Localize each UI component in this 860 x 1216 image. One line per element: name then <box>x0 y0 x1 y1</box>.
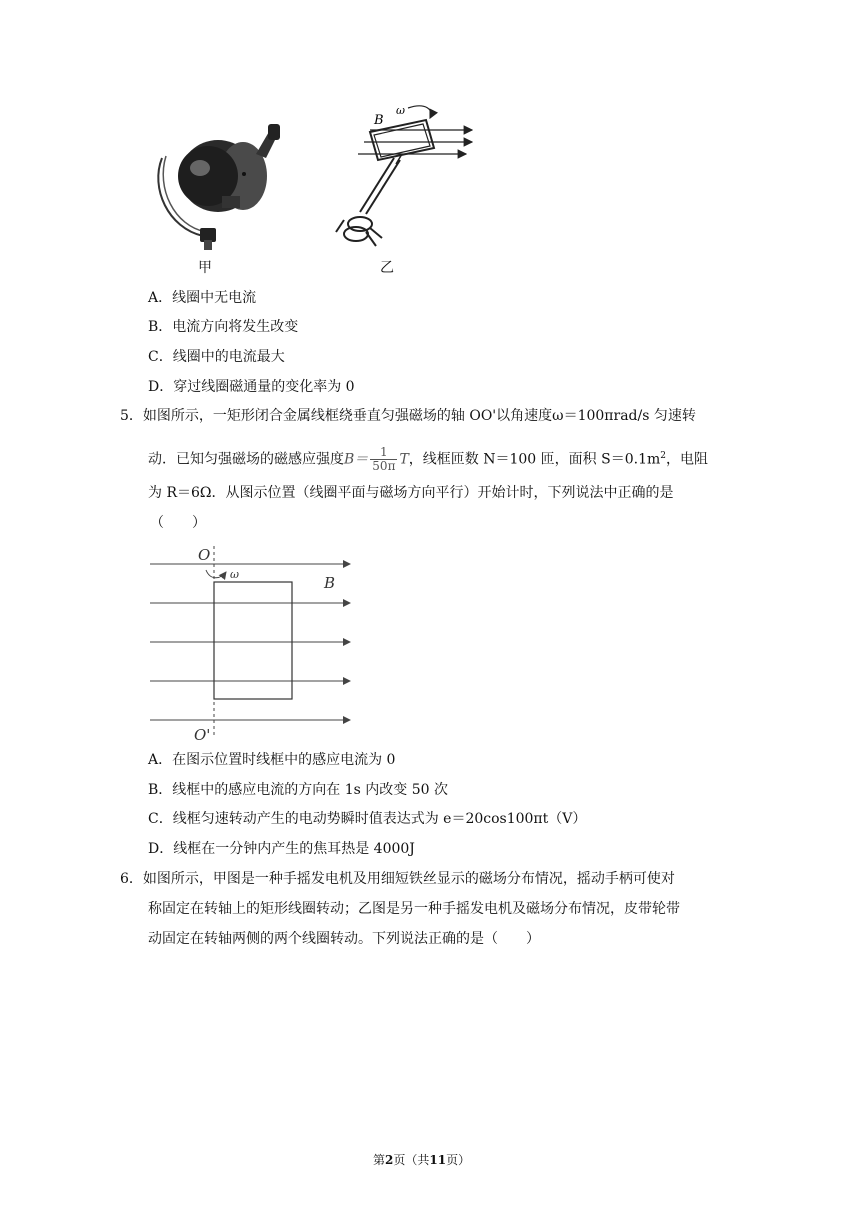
figure-jia-caption: 甲 <box>198 260 212 276</box>
q5-figure-rotating-frame <box>146 542 356 742</box>
q6-stem-line-3: 动固定在转轴两侧的两个线圈转动。下列说法正确的是（ ） <box>148 931 540 947</box>
q5-stem-line-2-b: ，线框匝数 N＝100 匝，面积 S＝0.1m <box>408 451 661 468</box>
footer-mid: 页（共 <box>393 1153 430 1167</box>
omega-label: ω <box>230 568 239 581</box>
q4-option-a: A．线圈中无电流 <box>148 290 257 306</box>
figure-yi-caption: 乙 <box>380 260 394 276</box>
q5-stem-line-2-c: ，电阻 <box>665 451 708 468</box>
figure-yi-b-label: B <box>374 113 384 128</box>
footer-total-pages: 11 <box>429 1153 447 1167</box>
page-footer <box>373 1150 470 1170</box>
t-unit: T <box>399 451 409 468</box>
q4-option-b: B．电流方向将发生改变 <box>148 319 299 335</box>
q5-stem-line-4: （ ） <box>150 515 206 531</box>
axis-o-label: O <box>198 546 211 564</box>
field-b-label: B <box>324 574 336 592</box>
b-symbol: B＝ <box>344 451 369 468</box>
q4-option-c: C．线圈中的电流最大 <box>148 349 285 365</box>
b-fraction <box>370 446 397 473</box>
b-fraction-numerator: 1 <box>370 446 397 460</box>
q5-stem-line-2 <box>148 441 708 475</box>
figure-jia-hand-generator <box>148 118 288 258</box>
q6-stem-line-2: 称固定在转轴上的矩形线圈转动；乙图是另一种手摇发电机及磁场分布情况，皮带轮带 <box>148 901 680 917</box>
q5-stem-line-1: 5．如图所示，一矩形闭合金属线框绕垂直匀强磁场的轴 OO'以角速度ω＝100πrad/s 匀速转 <box>120 408 696 424</box>
footer-page-number: 2 <box>385 1153 394 1167</box>
q6-stem-line-1: 6．如图所示，甲图是一种手摇发电机及用细短铁丝显示的磁场分布情况，摇动手柄可使对 <box>120 871 675 887</box>
axis-o-prime-label: O' <box>194 726 211 742</box>
b-fraction-denominator: 50π <box>372 459 396 474</box>
footer-post: 页） <box>446 1153 471 1167</box>
figure-yi-coil-diagram <box>330 102 490 252</box>
q5-option-a: A．在图示位置时线框中的感应电流为 0 <box>148 752 396 768</box>
footer-pre: 第 <box>373 1153 386 1167</box>
q5-stem-line-3: 为 R＝6Ω．从图示位置（线圈平面与磁场方向平行）开始计时，下列说法中正确的是 <box>148 485 674 501</box>
q5-option-c: C．线框匀速转动产生的电动势瞬时值表达式为 e＝20cos100πt（V） <box>148 811 587 827</box>
q5-stem-line-2-a: 动．已知匀强磁场的磁感应强度 <box>148 451 344 468</box>
q5-option-b: B．线框中的感应电流的方向在 1s 内改变 50 次 <box>148 782 448 798</box>
figure-yi-omega-label: ω <box>396 104 405 117</box>
q5-option-d: D．线框在一分钟内产生的焦耳热是 4000J <box>148 841 415 857</box>
q4-option-d: D．穿过线圈磁通量的变化率为 0 <box>148 379 355 395</box>
area-superscript: 2 <box>660 451 666 461</box>
